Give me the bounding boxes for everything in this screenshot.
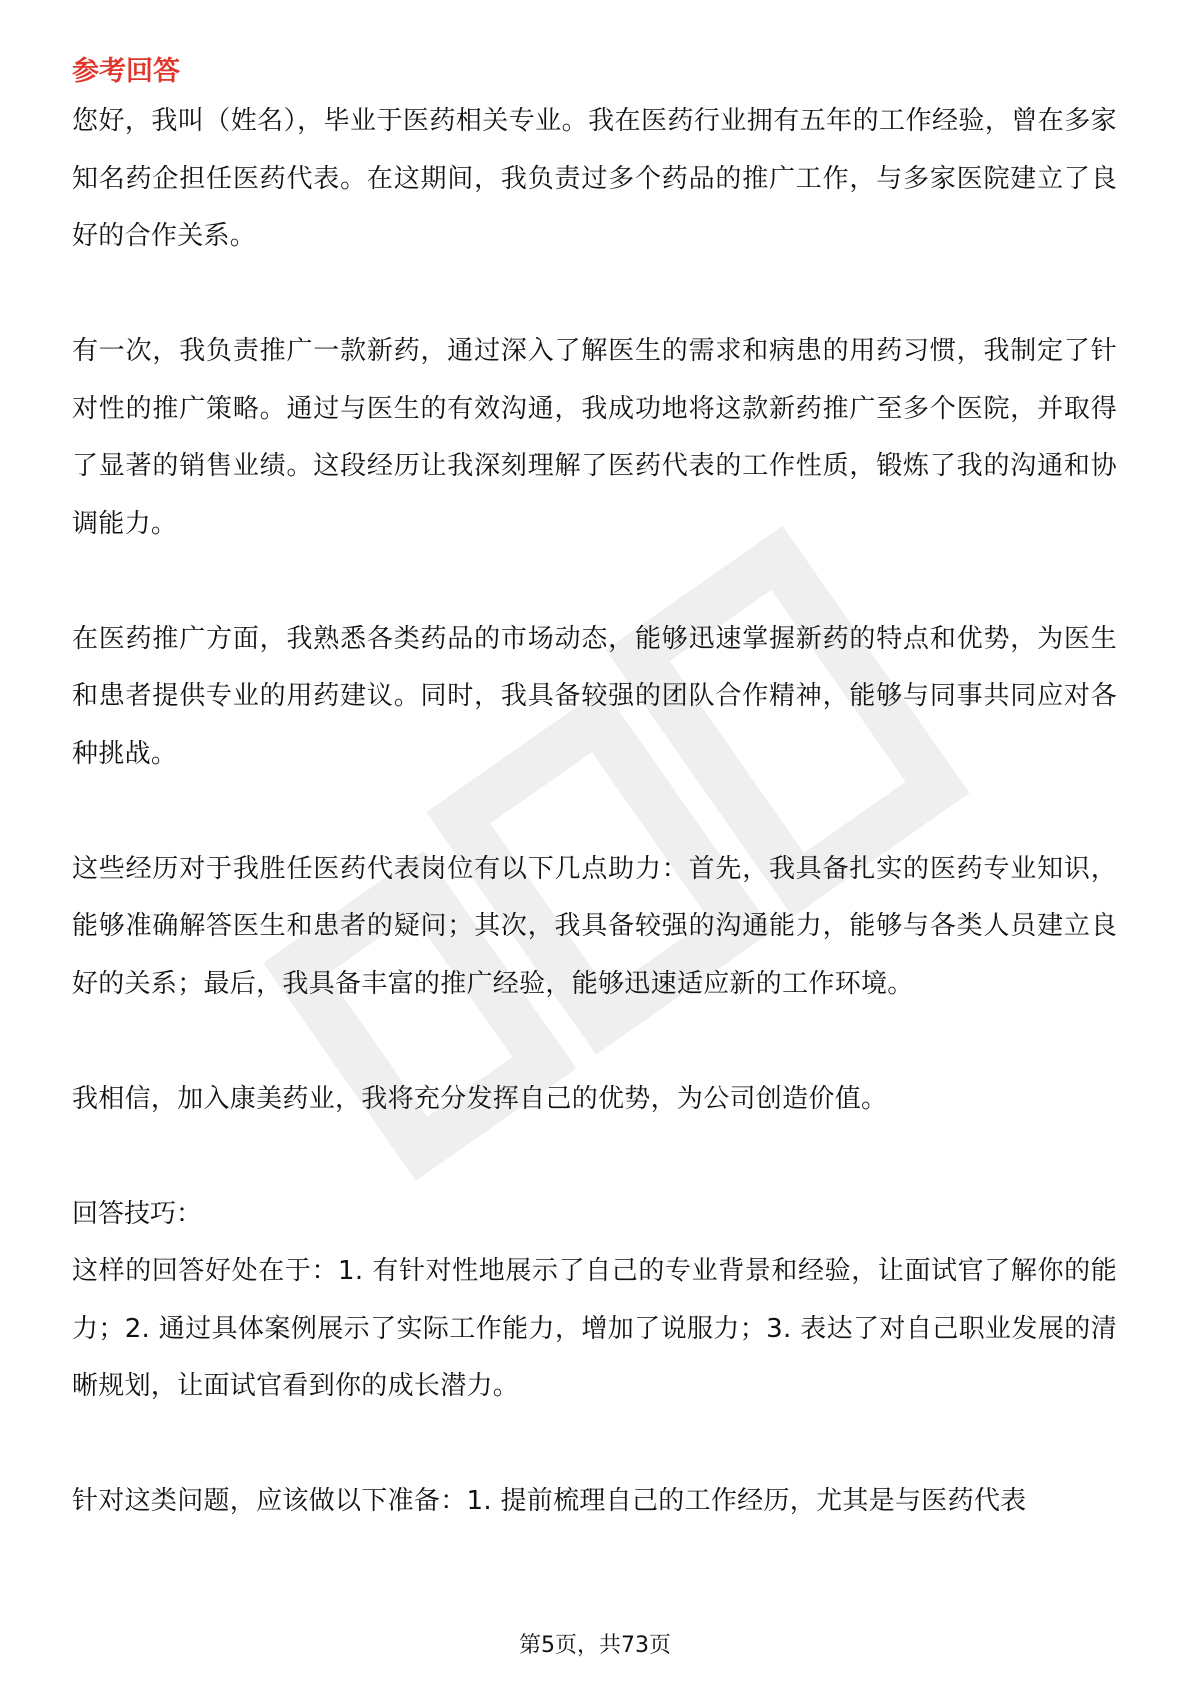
paragraph-gap — [72, 553, 1117, 611]
answer-paragraph-3: 在医药推广方面，我熟悉各类药品的市场动态，能够迅速掌握新药的特点和优势，为医生和患者提供专业的用药建议。同时，我具备较强的团队合作精神，能够与同事共同应对各种挑战。 — [72, 623, 1117, 769]
paragraph-gap — [72, 1013, 1117, 1071]
paragraph-gap — [72, 1128, 1117, 1186]
answer-paragraph-2: 有一次，我负责推广一款新药，通过深入了解医生的需求和病患的用药习惯，我制定了针对性的推广策略。通过与医生的有效沟通，我成功地将这款新药推广至多个医院，并取得了显著的销售业绩。这段经历让我深刻理解了医药代表的工作性质，锻炼了我的沟通和协调能力。 — [72, 336, 1117, 539]
section-heading: 参考回答 — [72, 56, 180, 87]
answer-paragraph-4: 这些经历对于我胜任医药代表岗位有以下几点助力：首先，我具备扎实的医药专业知识，能够准确解答医生和患者的疑问；其次，我具备较强的沟通能力，能够与各类人员建立良好的关系；最后，我具备丰富的推广经验，能够迅速适应新的工作环境。 — [72, 853, 1117, 999]
answer-paragraph-5: 我相信，加入康美药业，我将充分发挥自己的优势，为公司创造价值。 — [72, 1083, 888, 1114]
paragraph-gap — [72, 266, 1117, 324]
prep-paragraph: 针对这类问题，应该做以下准备：1. 提前梳理自己的工作经历，尤其是与医药代表 — [72, 1486, 1027, 1516]
page-number-footer: 第5页，共73页 — [519, 1633, 671, 1658]
tips-label: 回答技巧： — [72, 1198, 203, 1229]
document-body — [72, 48, 1117, 1531]
paragraph-gap — [72, 783, 1117, 841]
tips-paragraph: 这样的回答好处在于：1. 有针对性地展示了自己的专业背景和经验，让面试官了解你的能力；2. 通过具体案例展示了实际工作能力，增加了说服力；3. 表达了对自己职业发展的清晰规划，让面试官看到你的成长潜力。 — [72, 1256, 1117, 1401]
answer-paragraph-1: 您好，我叫（姓名），毕业于医药相关专业。我在医药行业拥有五年的工作经验，曾在多家知名药企担任医药代表。在这期间，我负责过多个药品的推广工作，与多家医院建立了良好的合作关系。 — [72, 106, 1117, 251]
paragraph-gap — [72, 1416, 1117, 1474]
